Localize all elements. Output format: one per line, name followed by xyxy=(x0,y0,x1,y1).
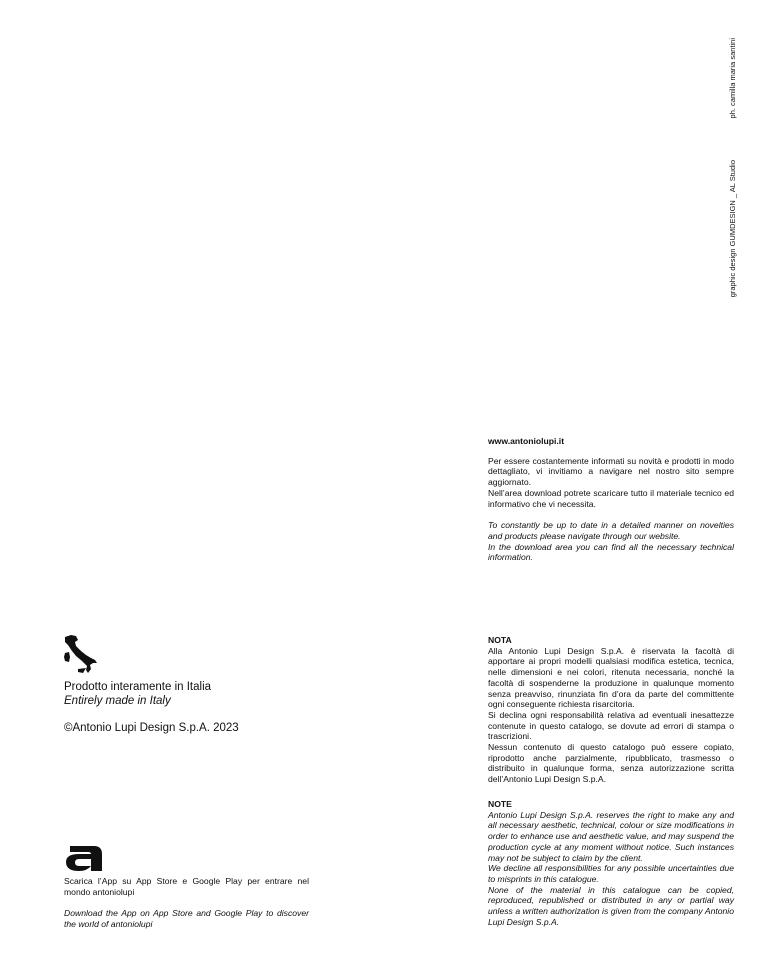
note-paragraph-2: We decline all responsibilities for any possible uncertainties due to misprints in this catalogue. xyxy=(488,863,734,884)
entirely-made-in-italy-text: Entirely made in Italy xyxy=(64,695,171,707)
note-en-block xyxy=(488,799,734,927)
nota-paragraph-1: Alla Antonio Lupi Design S.p.A. è riservata la facoltà di apportare ai propri modelli qualsiasi modifica estetica, tecnica, nelle dimensioni e nei colori, ritenuta necessaria, nonché la facoltà di sospenderne la produzione in qualunque momento senza preavviso, rinunziata fin d’ora da parte del committente ogni conseguente richiesta risarcitoria. xyxy=(488,645,734,710)
app-it-text: Scarica l’App su App Store e Google Play per entrare nel mondo antoniolupi xyxy=(64,876,309,897)
note-paragraph-3: None of the material in this catalogue can be copied, reproduced, republished or distributed in any or partial way unless a written authorization is given from the company Antonio Lupi Design S.p.A. xyxy=(488,884,734,927)
nota-paragraph-3: Nessun contenuto di questo catalogo può essere copiato, riprodotto anche parzialmente, ripubblicato, trasmesso o distribuito in qualunque forma, senza autorizzazione scritta dell’Antonio Lupi Design S.p.A. xyxy=(488,742,734,785)
app-block xyxy=(64,876,309,930)
nota-heading: NOTA xyxy=(488,635,512,645)
website-en-paragraph-2: In the download area you can find all the necessary technical information. xyxy=(488,541,734,563)
note-heading: NOTE xyxy=(488,799,512,809)
website-block xyxy=(488,436,734,563)
copyright-text: ©Antonio Lupi Design S.p.A. 2023 xyxy=(64,722,239,734)
website-en-paragraph-1: To constantly be up to date in a detailed manner on novelties and products please navigate through our website. xyxy=(488,520,734,541)
website-link[interactable]: www.antoniolupi.it xyxy=(488,436,565,446)
website-it-paragraph-2: Nell’area download potrete scaricare tutto il materiale tecnico ed informativo che vi necessita. xyxy=(488,487,734,509)
note-paragraph-1: Antonio Lupi Design S.p.A. reserves the right to make any and all necessary aesthetic, technical, colour or size modifications in order to enhance use and aesthetic value, and may suspend the production cycle at any moment without notice. Such instances may not be subject to claim by the client. xyxy=(488,809,734,863)
app-en-text: Download the App on App Store and Google Play to discover the world of antoniolupi xyxy=(64,908,309,930)
nota-it-block xyxy=(488,635,734,785)
graphic-design-credit: graphic design GUMDESIGN _ AL Studio xyxy=(728,160,737,298)
italy-map-icon xyxy=(62,633,100,675)
antoniolupi-logo-icon xyxy=(64,844,104,872)
photo-credit: ph. camilla maria santini xyxy=(728,38,737,119)
website-it-paragraph-1: Per essere costantemente informati su novità e prodotti in modo dettagliato, vi invitiamo a navigare nel nostro sito sempre aggiornato. xyxy=(488,455,734,488)
nota-paragraph-2: Si declina ogni responsabilità relativa ad eventuali inesattezze contenute in questo catalogo, se dovute ad errori di stampa o trascrizioni. xyxy=(488,709,734,742)
made-in-italy-text: Prodotto interamente in Italia xyxy=(64,681,212,693)
